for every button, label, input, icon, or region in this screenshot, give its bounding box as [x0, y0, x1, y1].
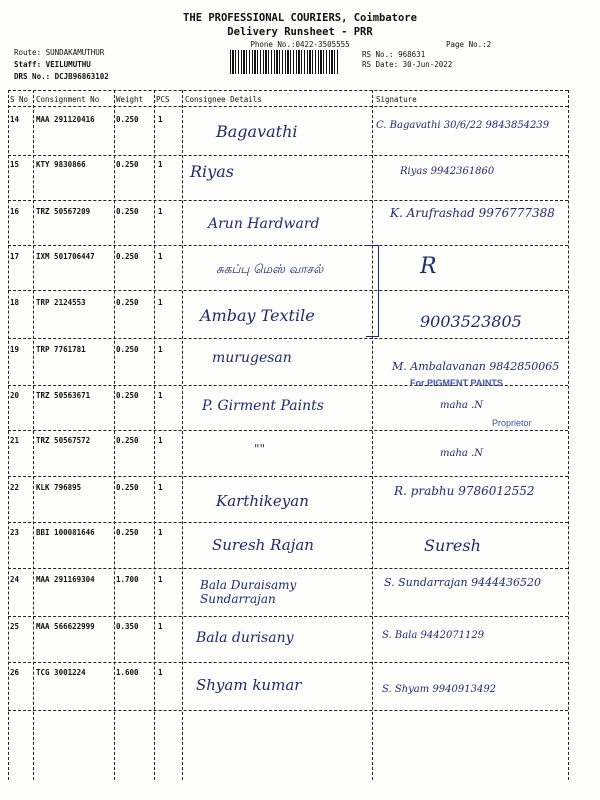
row-pcs: 1	[158, 252, 163, 261]
row-weight: 0.250	[116, 483, 139, 492]
row-signature: S. Shyam 9940913492	[382, 684, 497, 695]
row-sno: 19	[10, 345, 20, 354]
row-weight: 0.250	[116, 436, 139, 445]
row-sno: 26	[10, 668, 20, 677]
row-consignment: TRZ 50567209	[36, 207, 91, 216]
row-pcs: 1	[158, 668, 163, 677]
col-signature: Signature	[376, 95, 417, 104]
company-stamp: For PIGMENT PAINTS	[410, 378, 503, 388]
grid-line	[8, 155, 568, 156]
row-signature: S. Sundarrajan 9444436520	[384, 576, 542, 589]
grid-line	[568, 90, 569, 780]
row-consignee: Arun Hardward	[208, 216, 320, 232]
row-pcs: 1	[158, 575, 163, 584]
row-pcs: 1	[158, 528, 163, 537]
grid-line	[372, 90, 373, 780]
row-sno: 17	[10, 252, 20, 261]
grid-line	[8, 338, 568, 339]
row-signature: R	[420, 254, 437, 279]
row-weight: 0.250	[116, 160, 139, 169]
row-weight: 0.250	[116, 298, 139, 307]
row-weight: 1.600	[116, 668, 139, 677]
row-consignee: Bala Duraisamy Sundarrajan	[200, 578, 297, 606]
grid-line	[114, 90, 115, 780]
grid-line	[8, 430, 568, 431]
row-signature: Riyas 9942361860	[400, 166, 495, 177]
row-consignment: MAA 291120416	[36, 115, 95, 124]
grid-line	[8, 476, 568, 477]
row-consignee: Bala durisany	[196, 630, 294, 646]
runsheet-title: Delivery Runsheet - PRR	[227, 26, 373, 38]
grid-line	[8, 106, 568, 107]
route: Route: SUNDAKAMUTHUR	[14, 48, 105, 57]
grid-line	[8, 200, 568, 201]
row-pcs: 1	[158, 207, 163, 216]
row-consignment: TRZ 50563671	[36, 391, 91, 400]
grid-line	[8, 568, 568, 569]
row-consignee: Karthikeyan	[216, 492, 309, 510]
proprietor-stamp: Proprietor	[492, 418, 532, 428]
row-consignee: Riyas	[190, 162, 234, 181]
barcode	[230, 50, 340, 74]
grid-line	[8, 90, 9, 780]
grid-line	[8, 90, 568, 91]
row-consignment: MAA 291169304	[36, 575, 95, 584]
col-pcs: PCS	[156, 95, 170, 104]
row-consignment: MAA 566622999	[36, 622, 95, 631]
row-weight: 0.250	[116, 207, 139, 216]
col-consignee: Consignee Details	[185, 95, 262, 104]
row-consignment: TCG 3001224	[36, 668, 86, 677]
row-consignment: KTY 9830866	[36, 160, 86, 169]
row-consignment: KLK 796895	[36, 483, 82, 492]
grid-line	[182, 90, 183, 780]
row-signature: C. Bagavathi 30/6/22 9843854239	[376, 120, 550, 131]
rs-number: RS No.: 968631	[362, 50, 426, 59]
row-weight: 0.250	[116, 528, 139, 537]
staff: Staff: VEILUMUTHU	[14, 60, 91, 69]
row-consignee: Suresh Rajan	[212, 536, 314, 554]
phone-number: Phone No.:0422-3505555	[250, 40, 350, 49]
col-weight: Weight	[116, 95, 144, 104]
row-consignee: Bagavathi	[216, 122, 298, 141]
grid-line	[8, 662, 568, 663]
grid-line	[154, 90, 155, 780]
row-pcs: 1	[158, 391, 163, 400]
row-pcs: 1	[158, 483, 163, 492]
drs-number: DRS No.: DCJB96863102	[14, 72, 109, 81]
row-weight: 1.700	[116, 575, 139, 584]
row-signature: M. Ambalavanan 9842850065	[392, 360, 560, 373]
company-title: THE PROFESSIONAL COURIERS, Coimbatore	[183, 12, 417, 24]
row-consignment: IXM 501706447	[36, 252, 95, 261]
row-sno: 16	[10, 207, 20, 216]
row-consignment: TRP 7761781	[36, 345, 86, 354]
row-signature: Suresh	[424, 536, 481, 555]
row-signature: S. Bala 9442071129	[382, 630, 485, 641]
row-signature: R. prabhu 9786012552	[394, 484, 535, 498]
row-consignment: TRZ 50567572	[36, 436, 91, 445]
col-consignment: Consignment No	[36, 95, 100, 104]
row-sno: 24	[10, 575, 20, 584]
page-number: Page No.:2	[446, 40, 492, 49]
row-pcs: 1	[158, 298, 163, 307]
row-consignment: TRP 2124553	[36, 298, 86, 307]
grid-line	[8, 245, 568, 246]
rs-date: RS Date: 30-Jun-2022	[362, 60, 453, 69]
bracket-mark	[366, 245, 379, 337]
row-sno: 25	[10, 622, 20, 631]
row-consignee: சுகப்பு மெஸ் வாசல்	[216, 262, 324, 276]
row-consignee: murugesan	[212, 350, 292, 366]
row-weight: 0.250	[116, 345, 139, 354]
grid-line	[8, 710, 568, 711]
grid-line	[8, 290, 568, 291]
col-sno: S No	[10, 95, 29, 104]
row-signature: maha .N	[440, 448, 483, 459]
row-signature: 9003523805	[420, 312, 522, 331]
grid-line	[33, 90, 34, 780]
row-sno: 22	[10, 483, 20, 492]
row-signature: maha .N	[440, 400, 483, 411]
row-sno: 14	[10, 115, 20, 124]
row-pcs: 1	[158, 115, 163, 124]
grid-line	[8, 616, 568, 617]
grid-line	[8, 522, 568, 523]
row-consignment: BBI 100081646	[36, 528, 95, 537]
row-weight: 0.250	[116, 252, 139, 261]
row-sno: 18	[10, 298, 20, 307]
row-consignee: Ambay Textile	[200, 306, 315, 325]
row-consignee: P. Girment Paints	[202, 398, 324, 414]
row-weight: 0.250	[116, 391, 139, 400]
row-sno: 20	[10, 391, 20, 400]
row-consignee: Shyam kumar	[196, 676, 302, 694]
row-weight: 0.350	[116, 622, 139, 631]
row-pcs: 1	[158, 436, 163, 445]
row-pcs: 1	[158, 345, 163, 354]
row-sno: 23	[10, 528, 20, 537]
row-signature: K. Arufrashad 9976777388	[390, 206, 555, 220]
row-weight: 0.250	[116, 115, 139, 124]
row-sno: 15	[10, 160, 20, 169]
row-consignee: ""	[254, 442, 266, 456]
row-pcs: 1	[158, 160, 163, 169]
row-sno: 21	[10, 436, 20, 445]
row-pcs: 1	[158, 622, 163, 631]
